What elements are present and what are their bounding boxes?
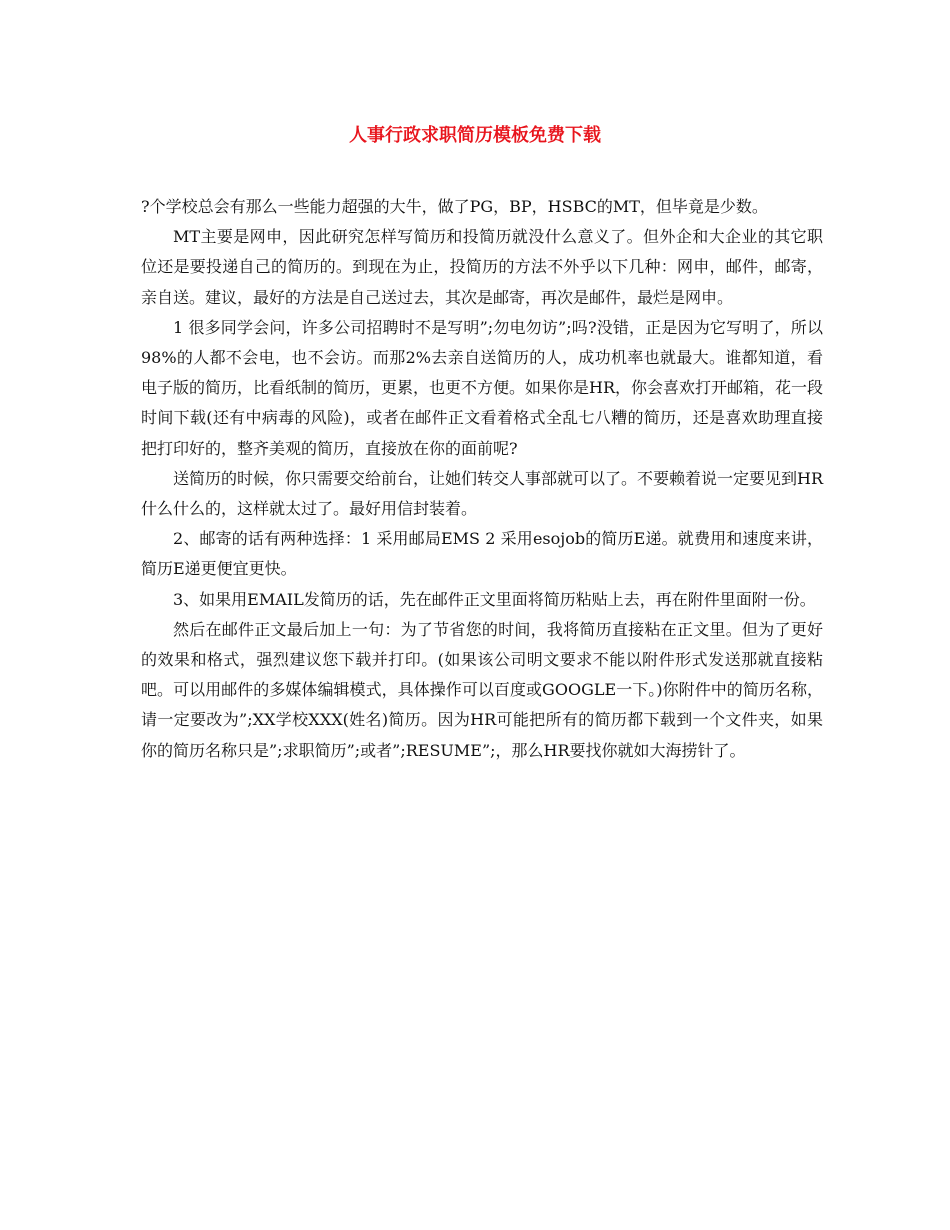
paragraph-7: 然后在邮件正文最后加上一句：为了节省您的时间，我将简历直接粘在正文里。但为了更好的效果和格式，强烈建议您下载并打印。(如果该公司明文要求不能以附件形式发送那就直接粘吧。可以用邮件的多媒体编辑模式，具体操作可以百度或GOOGLE一下。)你附件中的简历名称，请一定要改为”;XX学校XXX(姓名)简历。因为HR可能把所有的简历都下载到一个文件夹，如果你的简历名称只是”;求职简历”;或者”;RESUME”;，那么HR要找你就如大海捞针了。 bbox=[141, 619, 823, 760]
paragraph-4: 送简历的时候，你只需要交给前台，让她们转交人事部就可以了。不要赖着说一定要见到HR什么什么的，这样就太过了。最好用信封装着。 bbox=[141, 468, 824, 519]
paragraph-5: 2、邮寄的话有两种选择：1 采用邮局EMS 2 采用esojob的简历E递。就费用和速度来讲，简历E递更便宜更快。 bbox=[141, 529, 823, 579]
paragraph-2: MT主要是网申，因此研究怎样写简历和投简历就没什么意义了。但外企和大企业的其它职位还是要投递自己的简历的。到现在为止，投简历的方法不外乎以下几种：网申，邮件，邮寄，亲自送。建议，最好的方法是自己送过去，其次是邮寄，再次是邮件，最烂是网申。 bbox=[141, 227, 823, 307]
paragraph-1: ?个学校总会有那么一些能力超强的大牛，做了PG，BP，HSBC的MT，但毕竟是少数。 bbox=[141, 197, 768, 216]
paragraph-6: 3、如果用EMAIL发简历的话，先在邮件正文里面将简历粘贴上去，再在附件里面附一份。 bbox=[173, 589, 816, 609]
paragraph-3: 1 很多同学会问，许多公司招聘时不是写明”;勿电勿访”;吗?没错，正是因为它写明了，所以98%的人都不会电，也不会访。而那2%去亲自送简历的人，成功机率也就最大。谁都知道，看电子版的简历，比看纸制的简历，更累，也更不方便。如果你是HR，你会喜欢打开邮箱，花一段时间下载(还有中病毒的风险)，或者在邮件正文看着格式全乱七八糟的简历，还是喜欢助理直接把打印好的，整齐美观的简历，直接放在你的面前呢? bbox=[141, 317, 824, 458]
document-body bbox=[141, 192, 823, 766]
document-title: 人事行政求职简历模板免费下载 bbox=[349, 125, 601, 146]
